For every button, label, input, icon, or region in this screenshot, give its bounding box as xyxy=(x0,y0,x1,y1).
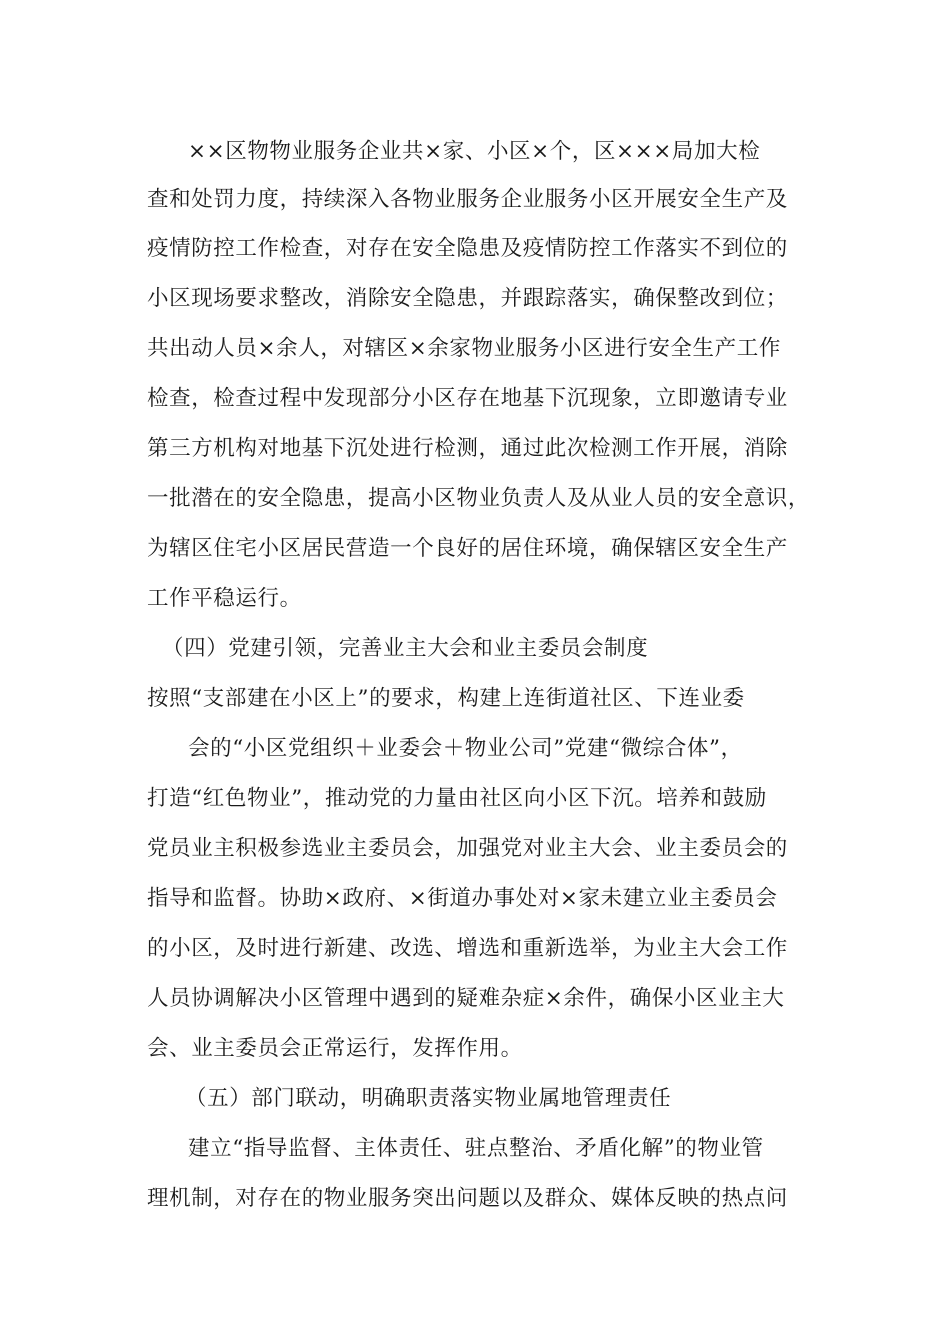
paragraph-line: 的小区，及时进行新建、改选、增选和重新选举，为业主大会工作 xyxy=(147,936,788,961)
paragraph-line: 查和处罚力度，持续深入各物业服务企业服务小区开展安全生产及 xyxy=(147,187,788,212)
paragraph-line: 建立“指导监督、主体责任、驻点整治、矛盾化解”的物业管 xyxy=(188,1136,764,1161)
paragraph-line: 一批潜在的安全隐患，提高小区物业负责人及从业人员的安全意识， xyxy=(147,486,811,511)
paragraph-line: 第三方机构对地基下沉处进行检测，通过此次检测工作开展，消除 xyxy=(147,436,788,461)
section-heading: （四）党建引领，完善业主大会和业主委员会制度 xyxy=(162,636,649,661)
paragraph-line: 疫情防控工作检查，对存在安全隐患及疫情防控工作落实不到位的 xyxy=(147,236,788,261)
paragraph-line: 会的“小区党组织＋业委会＋物业公司”党建“微综合体”， xyxy=(188,736,743,761)
paragraph-line: 理机制，对存在的物业服务突出问题以及群众、媒体反映的热点问 xyxy=(147,1186,788,1211)
paragraph-line: ××区物物业服务企业共×家、小区×个，区×××局加大检 xyxy=(188,139,761,164)
paragraph-line: 小区现场要求整改，消除安全隐患，并跟踪落实，确保整改到位； xyxy=(147,286,788,311)
paragraph-line: 按照“支部建在小区上”的要求，构建上连街道社区、下连业委 xyxy=(147,686,745,711)
section-heading: （五）部门联动，明确职责落实物业属地管理责任 xyxy=(185,1086,672,1111)
paragraph-line: 指导和监督。协助×政府、×街道办事处对×家未建立业主委员会 xyxy=(147,886,778,911)
paragraph-line: 共出动人员×余人，对辖区×余家物业服务小区进行安全生产工作 xyxy=(147,336,781,361)
paragraph-line: 党员业主积极参选业主委员会，加强党对业主大会、业主委员会的 xyxy=(147,836,788,861)
paragraph-line: 会、业主委员会正常运行，发挥作用。 xyxy=(147,1036,523,1061)
paragraph-line: 工作平稳运行。 xyxy=(147,586,302,611)
paragraph-line: 打造“红色物业”，推动党的力量由社区向小区下沉。培养和鼓励 xyxy=(147,786,767,811)
paragraph-line: 人员协调解决小区管理中遇到的疑难杂症×余件，确保小区业主大 xyxy=(147,986,785,1011)
paragraph-line: 检查，检查过程中发现部分小区存在地基下沉现象，立即邀请专业 xyxy=(147,386,788,411)
paragraph-line: 为辖区住宅小区居民营造一个良好的居住环境，确保辖区安全生产 xyxy=(147,536,788,561)
